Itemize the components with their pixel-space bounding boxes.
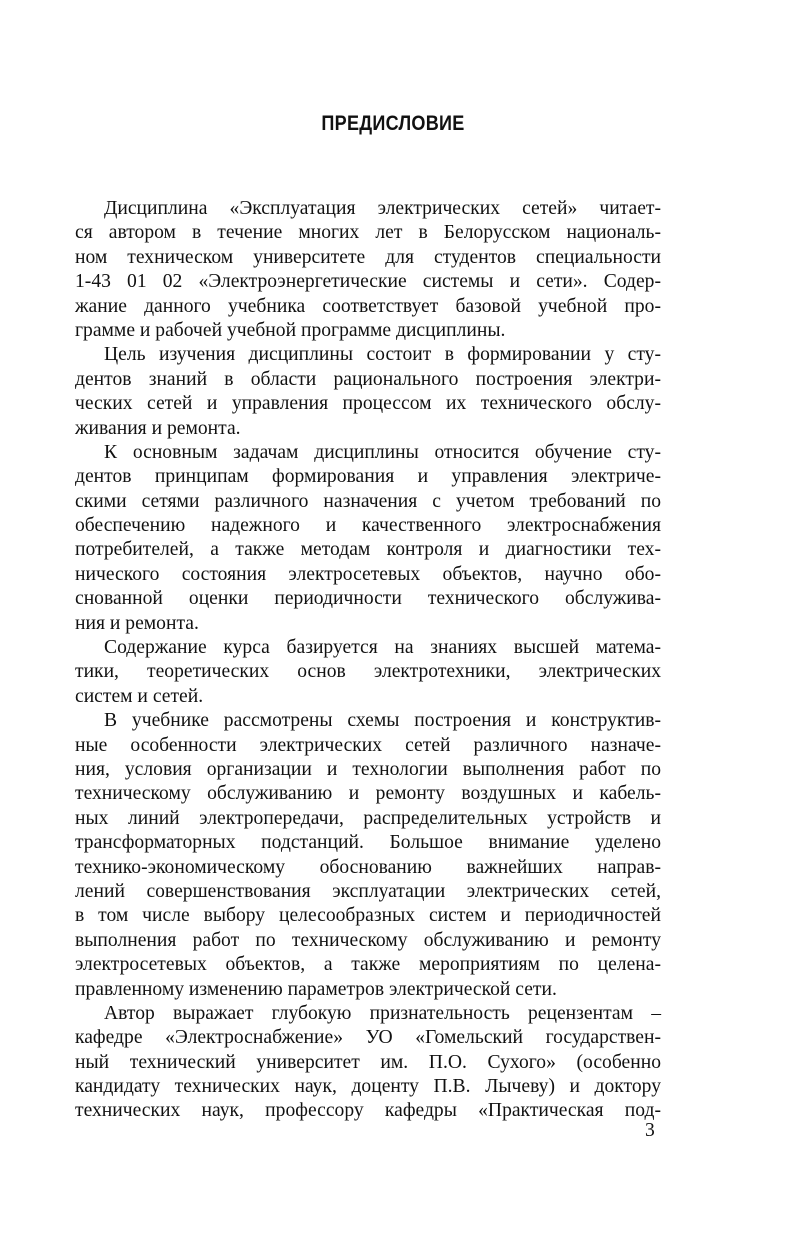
text-line: В учебнике рассмотрены схемы построения и конструктив-: [104, 710, 661, 732]
text-line: лений совершенствования эксплуатации электрических сетей,: [75, 880, 661, 902]
text-line: ся автором в течение многих лет в Белорусском националь-: [75, 222, 661, 244]
text-line: снованной оценки периодичности технического обслужива-: [75, 588, 661, 610]
text-line: Дисциплина «Эксплуатация электрических сетей» читает-: [104, 198, 661, 219]
text-line: Цель изучения дисциплины состоит в формировании у сту-: [104, 344, 661, 366]
text-line: ный технический университет им. П.О. Сухого» (особенно: [75, 1051, 661, 1073]
text-line: технико-экономическому обоснованию важнейших направ-: [75, 856, 661, 878]
text-line: 1-43 01 02 «Электроэнергетические системы и сети». Содер-: [75, 271, 661, 293]
text-line: ные особенности электрических сетей различного назначе-: [75, 734, 661, 756]
page-number: 3: [645, 1120, 655, 1141]
text-line: живания и ремонта.: [75, 417, 241, 439]
text-line: Содержание курса базируется на знаниях высшей матема-: [104, 637, 661, 659]
text-line: ческих сетей и управления процессом их технического обслу-: [75, 393, 661, 415]
text-line: тики, теоретических основ электротехники, электрических: [75, 661, 661, 683]
text-line: грамме и рабочей учебной программе дисциплины.: [75, 319, 506, 341]
text-line: трансформаторных подстанций. Большое внимание уделено: [75, 832, 661, 854]
text-line: электросетевых объектов, а также мероприятиям по целена-: [75, 954, 661, 976]
text-line: нического состояния электросетевых объектов, научно обо-: [75, 563, 661, 585]
text-line: ния и ремонта.: [75, 612, 199, 634]
text-line: скими сетями различного назначения с учетом требований по: [75, 490, 661, 512]
text-line: кандидату технических наук, доценту П.В. Лычеву) и доктору: [75, 1076, 661, 1098]
text-line: технических наук, профессору кафедры «Практическая под-: [75, 1100, 661, 1122]
text-line: дентов знаний в области рационального построения электри-: [75, 368, 661, 390]
text-line: правленному изменению параметров электрической сети.: [75, 978, 557, 1000]
text-line: систем и сетей.: [75, 685, 204, 707]
text-line: кафедре «Электроснабжение» УО «Гомельский государствен-: [75, 1027, 661, 1049]
preface-body: [75, 197, 661, 1124]
text-line: обеспечению надежного и качественного электроснабжения: [75, 515, 661, 537]
text-line: потребителей, а также методам контроля и диагностики тех-: [75, 539, 661, 561]
text-line: дентов принципам формирования и управления электриче-: [75, 466, 661, 488]
text-line: жание данного учебника соответствует базовой учебной про-: [75, 295, 661, 317]
text-line: ния, условия организации и технологии выполнения работ по: [75, 758, 661, 780]
page-title: ПРЕДИСЛОВИЕ: [321, 112, 465, 135]
text-line: ных линий электропередачи, распределительных устройств и: [75, 807, 661, 829]
text-line: Автор выражает глубокую признательность рецензентам –: [104, 1002, 661, 1024]
text-line: ном техническом университете для студентов специальности: [75, 246, 661, 268]
text-line: выполнения работ по техническому обслуживанию и ремонту: [75, 929, 661, 951]
text-line: в том числе выбору целесообразных систем и периодичностей: [75, 905, 661, 927]
text-line: техническому обслуживанию и ремонту воздушных и кабель-: [75, 783, 661, 805]
text-line: К основным задачам дисциплины относится обучение сту-: [104, 441, 661, 463]
